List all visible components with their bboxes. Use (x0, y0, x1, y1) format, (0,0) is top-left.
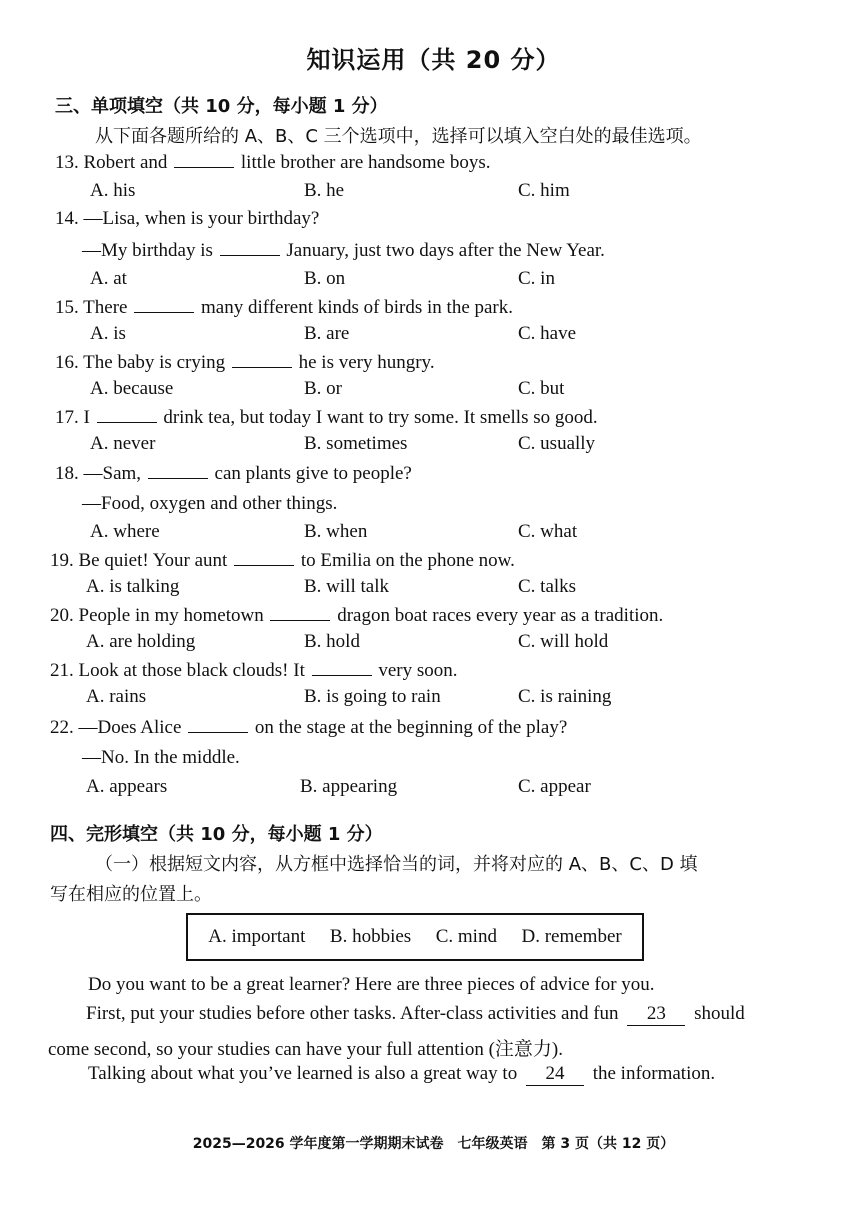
question-number: 17. (55, 407, 79, 428)
dialogue-post: January, just two days after the New Year. (286, 240, 605, 261)
option-b: B. hold (304, 631, 360, 652)
question-number: 18. (55, 463, 79, 484)
page-title: 知识运用（共 20 分） (306, 46, 561, 74)
word-box (186, 913, 644, 961)
option-b: B. when (304, 521, 368, 542)
question-18 (55, 462, 412, 485)
question-stem-post: drink tea, but today I want to try some. It smells so good. (163, 407, 598, 428)
question-stem-post: he is very hungry. (298, 352, 435, 373)
question-number: 15. (55, 297, 79, 318)
option-b: B. sometimes (304, 433, 408, 454)
section-instruction-line1: （一）根据短文内容，从方框中选择恰当的词，并将对应的 A、B、C、D 填 (95, 854, 698, 875)
question-20 (50, 604, 663, 627)
option-a: A. is talking (86, 576, 180, 597)
options-18 (0, 521, 867, 545)
question-stem-pre: Robert and (83, 152, 168, 173)
option-b: B. are (304, 323, 350, 344)
question-15 (55, 296, 513, 319)
question-21 (50, 659, 458, 682)
option-c: C. have (518, 323, 577, 344)
passage-paragraph-2-cont: come second, so your studies can have your full attention (注意力). (48, 1039, 563, 1060)
question-stem-post: on the stage at the beginning of the play? (254, 717, 568, 738)
dialogue-line (82, 239, 605, 262)
answer-blank (312, 659, 372, 676)
question-14 (55, 208, 319, 230)
options-13 (0, 180, 867, 204)
section-instruction-line2: 写在相应的位置上。 (50, 884, 212, 905)
answer-blank (270, 604, 330, 621)
options-19 (0, 576, 867, 600)
question-22 (50, 716, 567, 739)
option-a: A. never (90, 433, 156, 454)
question-stem-post: to Emilia on the phone now. (300, 550, 515, 571)
question-stem-post: dragon boat races every year as a tradition. (337, 605, 664, 626)
options-14 (0, 268, 867, 292)
question-number: 20. (50, 605, 74, 626)
question-stem-post: very soon. (378, 660, 458, 681)
question-number: 14. (55, 208, 79, 229)
option-a: A. at (90, 268, 127, 289)
option-c: C. appear (518, 776, 591, 797)
option-a: A. is (90, 323, 126, 344)
options-17 (0, 433, 867, 457)
passage-text: Talking about what you’ve learned is also a great way to (88, 1063, 518, 1084)
question-stem-post: many different kinds of birds in the park. (200, 297, 514, 318)
question-number: 13. (55, 152, 79, 173)
passage-text: should (694, 1003, 745, 1024)
option-a: A. his (90, 180, 136, 201)
option-c: C. talks (518, 576, 577, 597)
question-number: 21. (50, 660, 74, 681)
answer-blank (134, 296, 194, 313)
option-a: A. rains (86, 686, 147, 707)
option-b: B. or (304, 378, 342, 399)
options-21 (0, 686, 867, 710)
question-stem-pre: There (83, 297, 128, 318)
question-stem-pre: The baby is crying (83, 352, 226, 373)
answer-blank (188, 716, 248, 733)
passage-text: First, put your studies before other tasks. After-class activities and fun (86, 1003, 619, 1024)
question-number: 16. (55, 352, 79, 373)
dialogue-pre: —My birthday is (82, 240, 213, 261)
blank-24: 24 (526, 1063, 584, 1086)
answer-blank (234, 549, 294, 566)
question-stem-post: little brother are handsome boys. (240, 152, 491, 173)
options-15 (0, 323, 867, 347)
question-19 (50, 549, 515, 572)
option-c: C. will hold (518, 631, 609, 652)
option-c: C. but (518, 378, 565, 399)
answer-blank (174, 151, 234, 168)
option-c: C. what (518, 521, 578, 542)
section-heading-single-choice: 三、单项填空（共 10 分，每小题 1 分） (55, 96, 388, 117)
word-option-b: B. hobbies (329, 926, 412, 947)
question-13 (55, 151, 490, 174)
page-footer: 2025—2026 学年度第一学期期末试卷 七年级英语 第 3 页（共 12 页） (192, 1136, 675, 1152)
options-20 (0, 631, 867, 655)
question-stem-pre: Be quiet! Your aunt (78, 550, 228, 571)
answer-blank (220, 239, 280, 256)
answer-blank (97, 406, 157, 423)
word-option-d: D. remember (521, 926, 622, 947)
option-c: C. him (518, 180, 570, 201)
option-b: B. is going to rain (304, 686, 441, 707)
option-a: A. are holding (86, 631, 196, 652)
question-stem-pre: —Does Alice (78, 717, 182, 738)
option-b: B. on (304, 268, 346, 289)
option-a: A. appears (86, 776, 168, 797)
options-16 (0, 378, 867, 402)
passage-paragraph-1: Do you want to be a great learner? Here are three pieces of advice for you. (88, 974, 655, 995)
option-b: B. he (304, 180, 345, 201)
blank-23: 23 (627, 1003, 685, 1026)
passage-paragraph-2 (86, 1003, 745, 1026)
question-stem-pre: People in my hometown (78, 605, 264, 626)
option-c: C. in (518, 268, 555, 289)
option-a: A. because (90, 378, 174, 399)
option-a: A. where (90, 521, 160, 542)
question-number: 19. (50, 550, 74, 571)
dialogue-line: —Food, oxygen and other things. (82, 493, 338, 514)
dialogue-line: —No. In the middle. (82, 747, 240, 768)
question-16 (55, 351, 435, 374)
question-17 (55, 406, 598, 429)
word-option-a: A. important (208, 926, 306, 947)
passage-text: the information. (592, 1063, 716, 1084)
question-stem-pre: Look at those black clouds! It (78, 660, 305, 681)
options-22 (0, 776, 867, 800)
option-c: C. usually (518, 433, 596, 454)
question-stem-pre: I (83, 407, 90, 428)
question-stem-pre: —Sam, (83, 463, 142, 484)
question-number: 22. (50, 717, 74, 738)
option-b: B. will talk (304, 576, 389, 597)
option-c: C. is raining (518, 686, 612, 707)
passage-paragraph-3 (88, 1063, 715, 1086)
question-stem-pre: —Lisa, when is your birthday? (83, 208, 320, 229)
option-b: B. appearing (300, 776, 398, 797)
section-heading-cloze: 四、完形填空（共 10 分，每小题 1 分） (50, 824, 383, 845)
answer-blank (148, 462, 208, 479)
question-stem-post: can plants give to people? (214, 463, 412, 484)
word-option-c: C. mind (435, 926, 497, 947)
section-instruction: 从下面各题所给的 A、B、C 三个选项中，选择可以填入空白处的最佳选项。 (95, 126, 702, 147)
answer-blank (232, 351, 292, 368)
